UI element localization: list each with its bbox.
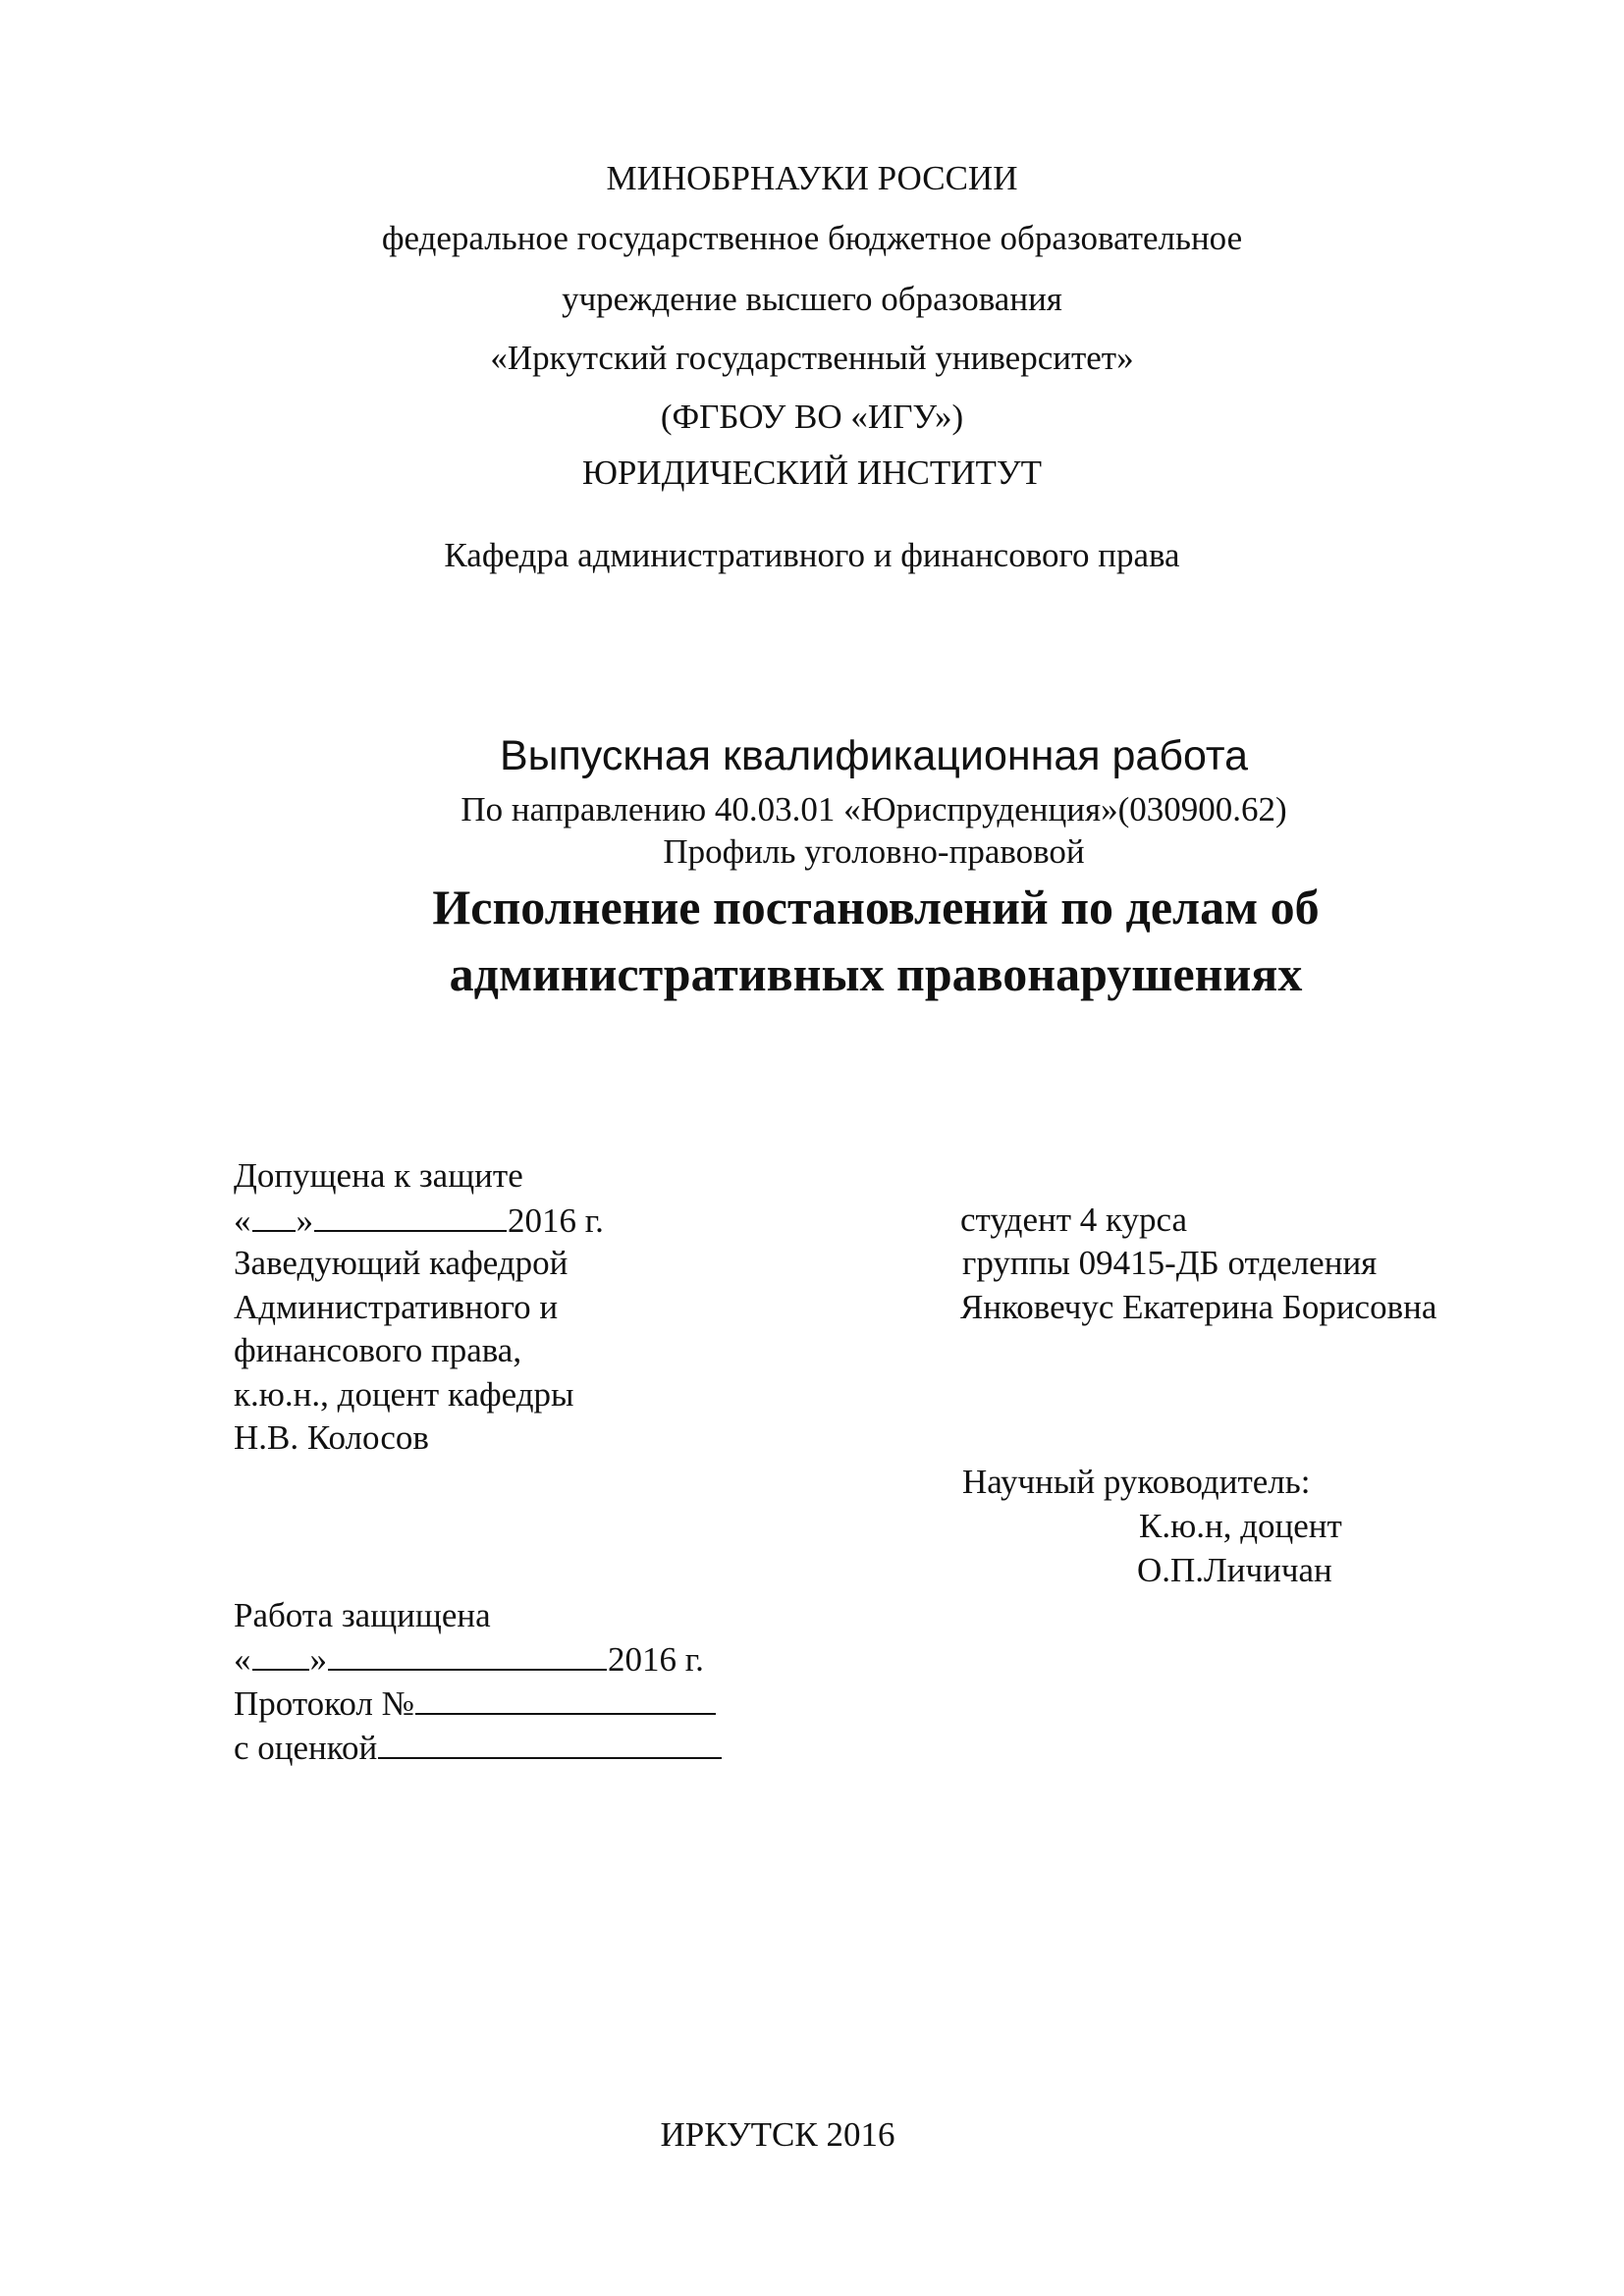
supervisor-degree: К.ю.н, доцент (1139, 1507, 1342, 1545)
day-blank (252, 1201, 296, 1232)
department-line-2: финансового права, (234, 1331, 522, 1369)
protocol-label: Протокол № (234, 1684, 415, 1723)
organization-line-2: учреждение высшего образования (562, 280, 1062, 318)
admission-label: Допущена к защите (234, 1156, 523, 1195)
supervisor-name: О.П.Личичан (1137, 1551, 1332, 1589)
department-line-1: Административного и (234, 1288, 559, 1326)
head-name: Н.В. Колосов (234, 1418, 429, 1457)
date-close-quote: » (296, 1201, 313, 1240)
university-name: «Иркутский государственный университет» (490, 339, 1134, 377)
admission-year: 2016 г. (508, 1201, 604, 1240)
date-close-quote: » (309, 1640, 327, 1679)
month-blank (314, 1201, 507, 1232)
profile-line: Профиль уголовно-правовой (663, 832, 1085, 871)
ministry-title: МИНОБРНАУКИ РОССИИ (606, 159, 1018, 197)
defense-label: Работа защищена (234, 1596, 491, 1634)
head-of-department-title: Заведующий кафедрой (234, 1244, 568, 1282)
work-type-heading: Выпускная квалификационная работа (499, 732, 1249, 779)
direction-line: По направлению 40.03.01 «Юриспруденция»(030900.62) (460, 790, 1287, 828)
student-name: Янковечус Екатерина Борисовна (960, 1288, 1437, 1326)
grade-line (234, 1728, 723, 1768)
student-group: группы 09415-ДБ отделения (962, 1244, 1378, 1282)
city-year-footer: ИРКУТСК 2016 (660, 2115, 895, 2154)
day-blank (252, 1639, 309, 1671)
department-name: Кафедра административного и финансового права (444, 536, 1180, 574)
protocol-line (234, 1683, 717, 1724)
thesis-topic-line-1: Исполнение постановлений по делам об (432, 880, 1320, 934)
grade-label: с оценкой (234, 1729, 378, 1767)
student-course: студент 4 курса (960, 1201, 1188, 1239)
defense-date-line (234, 1639, 704, 1680)
organization-line-1: федеральное государственное бюджетное образовательное (381, 219, 1243, 257)
admission-date-line (234, 1201, 604, 1241)
grade-blank (378, 1728, 722, 1759)
university-abbreviation: (ФГБОУ ВО «ИГУ») (660, 398, 964, 436)
supervisor-label: Научный руководитель: (962, 1463, 1311, 1501)
month-blank (328, 1639, 607, 1671)
defense-year: 2016 г. (608, 1640, 704, 1679)
thesis-topic-line-2: административных правонарушениях (449, 946, 1303, 1001)
protocol-blank (415, 1683, 716, 1715)
date-open-quote: « (234, 1201, 251, 1240)
date-open-quote: « (234, 1640, 251, 1679)
head-degree: к.ю.н., доцент кафедры (234, 1375, 574, 1414)
institute-name: ЮРИДИЧЕСКИЙ ИНСТИТУТ (581, 454, 1043, 492)
